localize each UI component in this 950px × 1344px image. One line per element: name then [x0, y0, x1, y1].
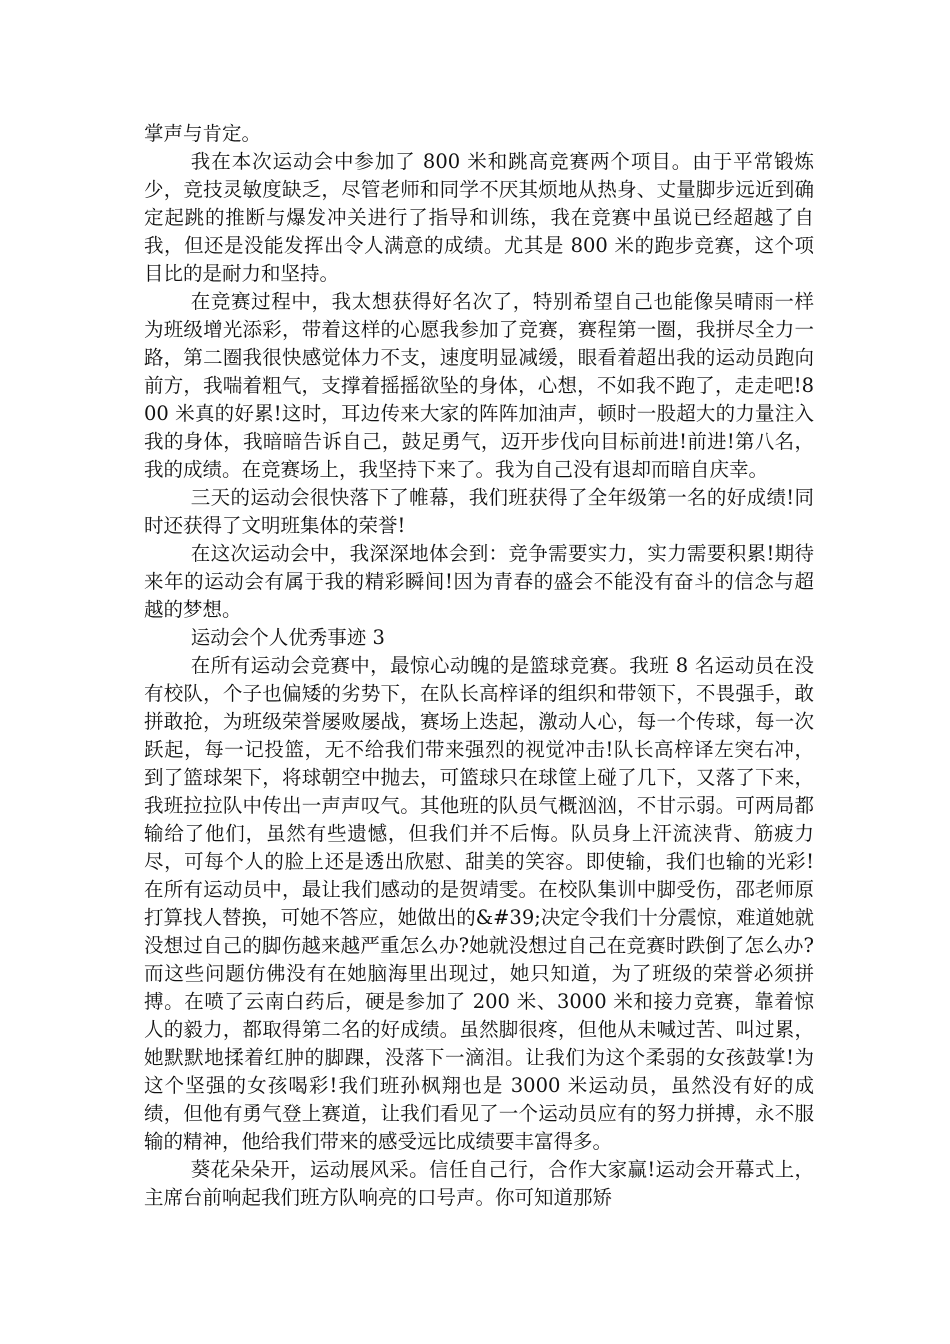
paragraph-reflection: 在这次运动会中，我深深地体会到：竞争需要实力，实力需要积累!期待来年的运动会有属于我的精彩瞬间!因为青春的盛会不能没有奋斗的信念与超越的梦想。	[144, 542, 814, 621]
paragraph-800m-highjump: 我在本次运动会中参加了 800 米和跳高竞赛两个项目。由于平常锻炼少，竞技灵敏度缺乏，尽管老师和同学不厌其烦地从热身、丈量脚步远近到确定起跳的推断与爆发冲关进行了指导和训练，我在竞赛中虽说已经超越了自我，但还是没能发挥出令人满意的成绩。尤其是 800 米的跑步竞赛，这个项目比的是耐力和坚持。	[144, 150, 814, 285]
document-body	[144, 120, 814, 1212]
paragraph-continuation: 掌声与肯定。	[144, 122, 262, 145]
paragraph-opening-ceremony: 葵花朵朵开，运动展风采。信任自己行，合作大家赢!运动会开幕式上，主席台前响起我们班方队响亮的口号声。你可知道那矫	[144, 1158, 814, 1209]
paragraph-closing-result: 三天的运动会很快落下了帷幕，我们班获得了全年级第一名的好成绩!同时还获得了文明班集体的荣誉!	[144, 486, 814, 537]
section-heading: 运动会个人优秀事迹 3	[190, 626, 385, 649]
paragraph-race-process: 在竞赛过程中，我太想获得好名次了，特别希望自己也能像吴晴雨一样为班级增光添彩，带着这样的心愿我参加了竞赛，赛程第一圈，我拼尽全力一路，第二圈我很快感觉体力不支，速度明显减缓，眼看着超出我的运动员跑向前方，我喘着粗气，支撑着摇摇欲坠的身体，心想，不如我不跑了，走走吧!800 米真的好累!这时，耳边传来大家的阵阵加油声，顿时一股超大的力量注入我的身体，我暗暗告诉自己，鼓足勇气，迈开步伐向目标前进!前进!第八名，我的成绩。在竞赛场上，我坚持下来了。我为自己没有退却而暗自庆幸。	[144, 290, 814, 481]
paragraph-basketball: 在所有运动会竞赛中，最惊心动魄的是篮球竞赛。我班 8 名运动员在没有校队，个子也偏矮的劣势下，在队长高梓译的组织和带领下，不畏强手，敢拼敢抢，为班级荣誉屡败屡战，赛场上迭起，激动人心，每一个传球，每一次跃起，每一记投篮，无不给我们带来强烈的视觉冲击!队长高梓译左突右冲，到了篮球架下，将球朝空中抛去，可篮球只在球筐上碰了几下，又落了下来，我班拉拉队中传出一声声叹气。其他班的队员气概汹汹，不甘示弱。可两局都输给了他们，虽然有些遗憾，但我们并不后悔。队员身上汗流浃背、筋疲力尽，可每个人的脸上还是透出欣慰、甜美的笑容。即使输，我们也输的光彩!在所有运动员中，最让我们感动的是贺靖雯。在校队集训中脚受伤，邵老师原打算找人替换，可她不答应，她做出的&#39;决定令我们十分震惊，难道她就没想过自己的脚伤越来越严重怎么办?她就没想过自己在竞赛时跌倒了怎么办?而这些问题仿佛没有在她脑海里出现过，她只知道，为了班级的荣誉必须拼搏。在喷了云南白药后，硬是参加了 200 米、3000 米和接力竞赛，靠着惊人的毅力，都取得第二名的好成绩。虽然脚很疼，但他从未喊过苦、叫过累，她默默地揉着红肿的脚踝，没落下一滴泪。让我们为这个柔弱的女孩鼓掌!为这个坚强的女孩喝彩!我们班孙枫翔也是 3000 米运动员，虽然没有好的成绩，但他有勇气登上赛道，让我们看见了一个运动员应有的努力拼搏，永不服输的精神，他给我们带来的感受远比成绩要丰富得多。	[144, 654, 814, 1153]
